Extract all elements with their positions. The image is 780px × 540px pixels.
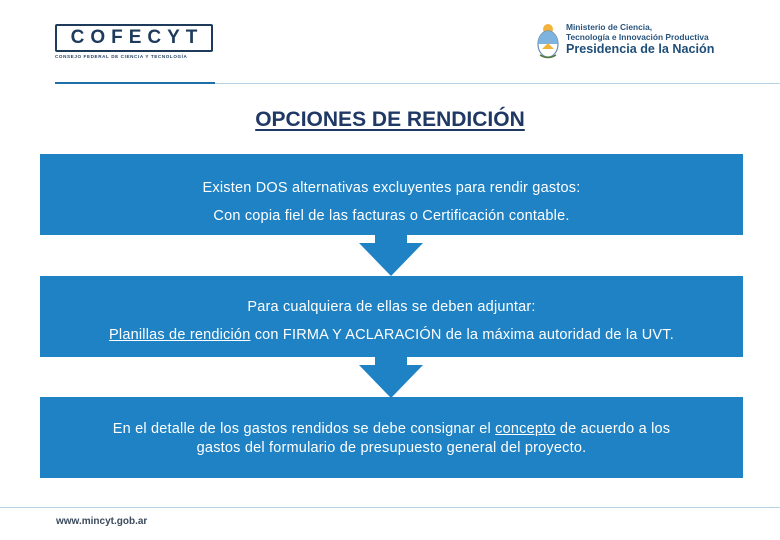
page-title: OPCIONES DE RENDICIÓN [255,108,525,131]
cofecyt-logo-word: COFECYT [70,27,204,48]
down-arrow-icon [359,357,423,398]
planillas-link[interactable]: Planillas de rendición [109,327,251,343]
header-accent-rule [55,82,215,84]
step-box-3 [40,397,743,478]
presidency-label: Presidencia de la Nación [566,42,715,56]
ministry-name-line1: Ministerio de Ciencia, [566,22,653,32]
cofecyt-logo-tagline: CONSEJO FEDERAL DE CIENCIA Y TECNOLOGÍA [55,54,188,59]
step-2-line-2-text: con FIRMA Y ACLARACIÓN de la máxima autoridad de la UVT. [250,327,674,343]
ministry-name-line2: Tecnología e Innovación Productiva [566,32,709,42]
step-3-line-2: gastos del formulario de presupuesto general del proyecto. [196,440,587,456]
argentina-seal-icon [535,22,561,60]
step-3-line-1-start: En el detalle de los gastos rendidos se debe consignar el [112,421,496,437]
step-2-line-1: Para cualquiera de ellas se deben adjuntar: [247,299,536,315]
step-3-line-1 [40,420,743,439]
step-1-line-1: Existen DOS alternativas excluyentes para rendir gastos: [202,180,581,196]
cofecyt-logo [55,24,215,64]
step-2-line-2 [40,321,743,349]
footer-url[interactable]: www.mincyt.gob.ar [56,516,148,527]
ministry-logo [535,22,765,64]
step-1-line-2: Con copia fiel de las facturas o Certificación contable. [213,208,570,224]
cofecyt-logo-box [55,24,213,52]
step-box-1 [40,154,743,235]
ministry-text [566,22,714,57]
concepto-link[interactable]: concepto [495,421,556,437]
step-box-2 [40,276,743,357]
down-arrow-icon [359,235,423,276]
header-rule [215,83,780,84]
step-3-line-1-end: de acuerdo a los [555,421,671,437]
footer-rule [0,507,780,508]
